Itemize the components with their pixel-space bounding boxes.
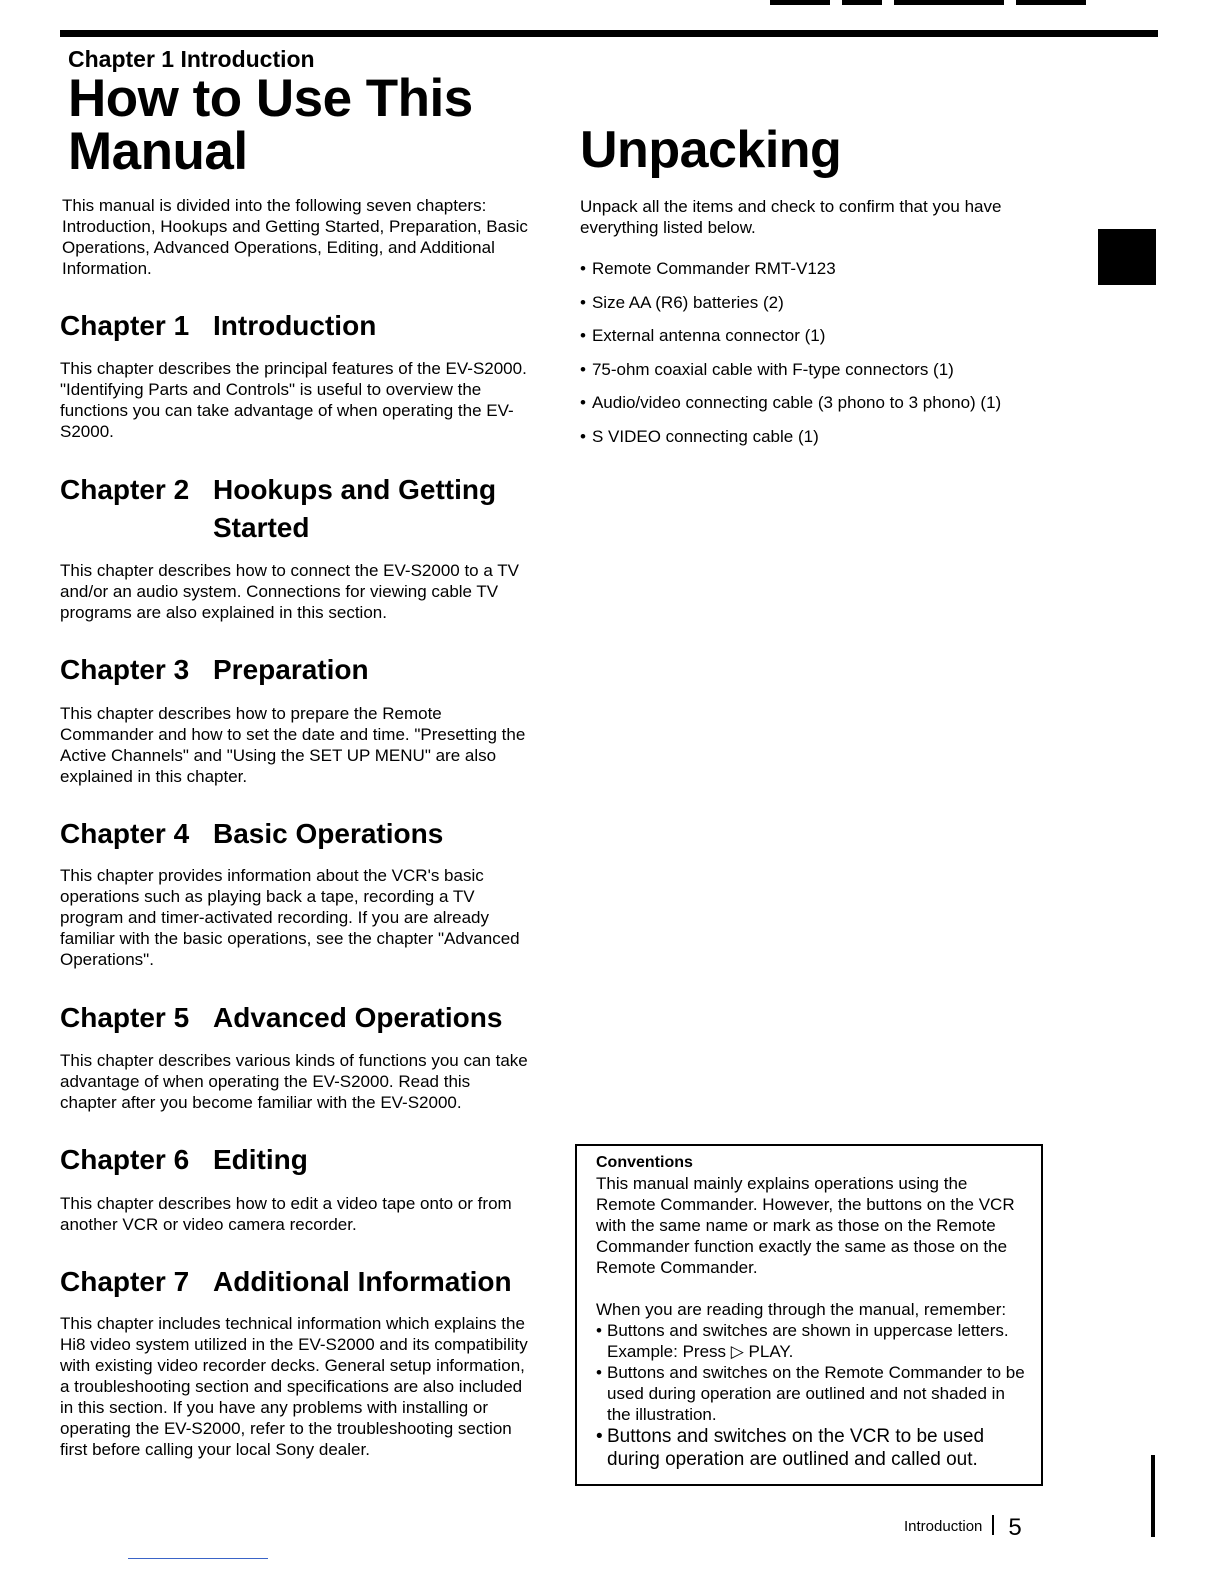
list-item: • Buttons and switches on the Remote Commander to be used during operation are outlined and not shaded in the illustration. (596, 1362, 1025, 1425)
chapter-name: Additional Information (213, 1266, 512, 1297)
chapter-6-heading (60, 1141, 530, 1179)
footer-divider (992, 1515, 994, 1535)
chapter-number: Chapter 7 (60, 1266, 190, 1297)
chapter-number: Chapter 2 (60, 474, 190, 505)
chapter-4-heading (60, 815, 530, 853)
chapter-5-description: This chapter describes various kinds of functions you can take advantage of when operating the EV-S2000. Read this chapter after you become familiar with the EV-S2000. (60, 1051, 528, 1112)
chapter-name: Editing (213, 1144, 308, 1175)
margin-bar (1151, 1455, 1155, 1537)
top-edge-marks (770, 0, 1190, 6)
chapter-7-description: This chapter includes technical information which explains the Hi8 video system utilized in the EV-S2000 and its compatibility with existing video recorder decks. General setup information, a troubleshooting section and specifications are also included in this section. If you have any problems with installing or operating the EV-S2000, refer to the troubleshooting section first before calling your local Sony dealer. (60, 1314, 528, 1459)
section-tab-marker (1098, 229, 1156, 285)
footer-section: Introduction (904, 1518, 983, 1535)
bottom-underline (128, 1558, 268, 1559)
list-item: • External antenna connector (1) (580, 325, 1060, 347)
page-footer (904, 1514, 1022, 1542)
conventions-text: This manual mainly explains operations using the Remote Commander. However, the buttons on the VCR with the same name or mark as those on the Remote Commander function exactly the same as those on the Remote Commander. (596, 1174, 1015, 1277)
chapter-label: Chapter 1 Introduction (68, 46, 315, 72)
chapter-name: Hookups and Getting Started (213, 474, 497, 543)
chapter-number: Chapter 6 (60, 1144, 190, 1175)
chapter-2-heading (60, 471, 530, 547)
list-item: • Buttons and switches on the VCR to be used during operation are outlined and called out. (596, 1425, 1025, 1471)
chapter-number: Chapter 5 (60, 1002, 190, 1033)
chapter-name: Basic Operations (213, 818, 444, 849)
unpacking-item-list (580, 258, 1060, 459)
conventions-box (575, 1144, 1043, 1486)
chapter-2-description: This chapter describes how to connect the EV-S2000 to a TV and/or an audio system. Connections for viewing cable TV programs are also explained in this section. (60, 561, 519, 622)
chapter-number: Chapter 4 (60, 818, 190, 849)
list-item: • 75-ohm coaxial cable with F-type connectors (1) (580, 359, 1060, 381)
chapter-1-description: This chapter describes the principal features of the EV-S2000. "Identifying Parts and Controls" is useful to overview the functions you can take advantage of when operating the EV-S2000. (60, 359, 527, 441)
list-item: • Size AA (R6) batteries (2) (580, 292, 1060, 314)
chapter-6-description: This chapter describes how to edit a video tape onto or from another VCR or video camera recorder. (60, 1194, 512, 1234)
conventions-reminder: When you are reading through the manual, remember: (596, 1300, 1007, 1319)
chapter-3-description: This chapter describes how to prepare the Remote Commander and how to set the date and time. "Presetting the Active Channels" and "Using the SET UP MENU" are also explained in this chapter. (60, 704, 526, 786)
conventions-title: Conventions (596, 1154, 693, 1171)
top-rule (60, 30, 1158, 37)
page-title: How to Use This Manual (68, 69, 473, 181)
unpacking-title: Unpacking (580, 121, 842, 179)
chapter-number: Chapter 3 (60, 654, 190, 685)
chapter-4-description: This chapter provides information about the VCR's basic operations such as playing back a tape, recording a TV program and timer-activated recording. If you are already familiar with the basic operations, see the chapter "Advanced Operations". (60, 866, 520, 969)
chapter-7-heading (60, 1263, 530, 1301)
intro-paragraph: This manual is divided into the following seven chapters: Introduction, Hookups and Getting Started, Preparation, Basic Operations, Advanced Operations, Editing, and Additional Information. (62, 196, 528, 278)
list-item: • Buttons and switches are shown in uppercase letters. Example: Press ▷ PLAY. (596, 1320, 1025, 1362)
chapter-name: Advanced Operations (213, 1002, 503, 1033)
chapter-name: Preparation (213, 654, 369, 685)
chapter-name: Introduction (213, 310, 377, 341)
chapter-1-heading (60, 307, 530, 345)
list-item: • Audio/video connecting cable (3 phono to 3 phono) (1) (580, 392, 1060, 414)
list-item: • Remote Commander RMT-V123 (580, 258, 1060, 280)
page-number: 5 (1008, 1514, 1022, 1541)
chapter-number: Chapter 1 (60, 310, 190, 341)
chapter-5-heading (60, 999, 530, 1037)
chapter-3-heading (60, 651, 530, 689)
unpacking-intro: Unpack all the items and check to confirm that you have everything listed below. (580, 197, 1002, 237)
list-item: • S VIDEO connecting cable (1) (580, 426, 1060, 448)
spacer (596, 1278, 1025, 1299)
conventions-list (596, 1320, 1025, 1471)
